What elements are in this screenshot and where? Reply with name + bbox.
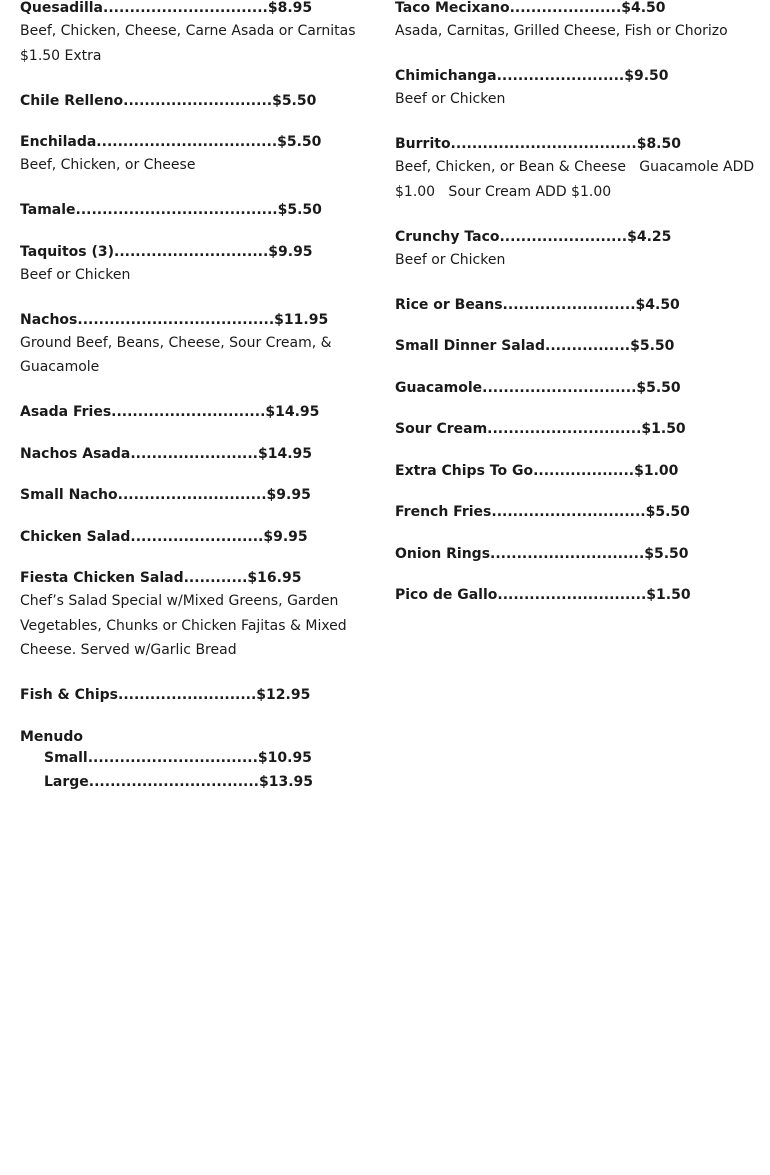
menu-item xyxy=(395,136,765,204)
menu-item xyxy=(395,421,765,438)
menu-item xyxy=(395,546,765,563)
menu-item xyxy=(20,0,365,68)
menu-item-menudo xyxy=(20,729,365,795)
menu-column-right xyxy=(395,0,765,629)
menu-item xyxy=(395,380,765,397)
menu-item-description: Ground Beef, Beans, Cheese, Sour Cream, & Guacamole xyxy=(20,334,332,375)
menu-item xyxy=(395,587,765,604)
menu-item-description: Beef, Chicken, or Cheese xyxy=(20,157,196,173)
menu-item xyxy=(20,134,365,178)
menu-item-title: Sour Cream.............................$1.50 xyxy=(395,421,686,437)
menu-item-title: Chicken Salad.........................$9.95 xyxy=(20,528,308,545)
menu-item xyxy=(395,0,765,44)
menu-item-title: Quesadilla...............................$8.95 xyxy=(20,0,313,16)
menu-item xyxy=(20,404,365,421)
menu-item xyxy=(395,297,765,314)
menu-item-title: Small Nacho............................$9.95 xyxy=(20,487,311,503)
menu-item-title: Pico de Gallo............................$1.50 xyxy=(395,587,691,603)
menu-item-description: Beef, Chicken, or Bean & Cheese Guacamole ADD $1.00 Sour Cream ADD $1.00 xyxy=(395,159,759,200)
menu-item-title: Fiesta Chicken Salad............$16.95 xyxy=(20,570,302,586)
menu-item-description: Asada, Carnitas, Grilled Cheese, Fish or Chorizo xyxy=(395,23,728,39)
menu-item-title: Enchilada..................................$5.50 xyxy=(20,134,322,150)
menu-item-description: Beef or Chicken xyxy=(395,91,506,107)
menu-item xyxy=(20,93,365,110)
menu-item-title: Fish & Chips..........................$12.95 xyxy=(20,687,311,703)
menu-item xyxy=(395,229,765,273)
menu-item-title: Onion Rings.............................$5.50 xyxy=(395,545,689,562)
menu-item-title: Chile Relleno............................$5.50 xyxy=(20,92,317,109)
menu-item-description: Chef’s Salad Special w/Mixed Greens, Garden Vegetables, Chunks or Chicken Fajitas & Mixed Cheese. Served w/Garlic Bread xyxy=(20,593,347,658)
menu-item-title: Asada Fries.............................$14.95 xyxy=(20,404,320,420)
menu-item-title: French Fries.............................$5.50 xyxy=(395,504,690,520)
menu-item-title: Extra Chips To Go...................$1.00 xyxy=(395,462,679,479)
menu-item-title: Rice or Beans.........................$4.50 xyxy=(395,296,680,313)
menu-column-left xyxy=(20,0,365,819)
menu-item xyxy=(20,687,365,704)
menu-item xyxy=(395,338,765,355)
menu-item-title: Small Dinner Salad................$5.50 xyxy=(395,338,675,354)
menu-item xyxy=(395,68,765,112)
menu-item xyxy=(20,202,365,219)
menu-item xyxy=(20,446,365,463)
menu-item-title: Burrito...................................$8.50 xyxy=(395,136,681,152)
menu-item-title: Nachos Asada........................$14.95 xyxy=(20,445,313,462)
menudo-large-option: Large................................$13.95 xyxy=(44,774,314,790)
menu-item-title: Nachos.....................................$11.95 xyxy=(20,311,329,328)
menu-item-title: Crunchy Taco........................$4.25 xyxy=(395,228,672,245)
menu-item-title: Guacamole.............................$5.50 xyxy=(395,379,681,396)
menu-item xyxy=(20,529,365,546)
menu-item xyxy=(20,244,365,288)
menu-item xyxy=(20,487,365,504)
menu-item-title: Taco Mecixano.....................$4.50 xyxy=(395,0,666,16)
menu-item xyxy=(20,312,365,380)
menu-item-description: Beef or Chicken xyxy=(20,266,131,283)
menu-item-title: Menudo xyxy=(20,728,83,745)
menu-item xyxy=(395,463,765,480)
menu-item-description: Beef, Chicken, Cheese, Carne Asada or Carnitas $1.50 Extra xyxy=(20,23,356,64)
menu-item-title: Chimichanga........................$9.50 xyxy=(395,68,669,84)
menu-item xyxy=(20,570,365,663)
menu-item-title: Taquitos (3).............................$9.95 xyxy=(20,243,313,260)
menu-item-title: Tamale......................................$5.50 xyxy=(20,202,322,218)
menudo-small-option: Small................................$10.95 xyxy=(44,749,312,766)
menu-item-description: Beef or Chicken xyxy=(395,251,506,268)
menu-item xyxy=(395,504,765,521)
